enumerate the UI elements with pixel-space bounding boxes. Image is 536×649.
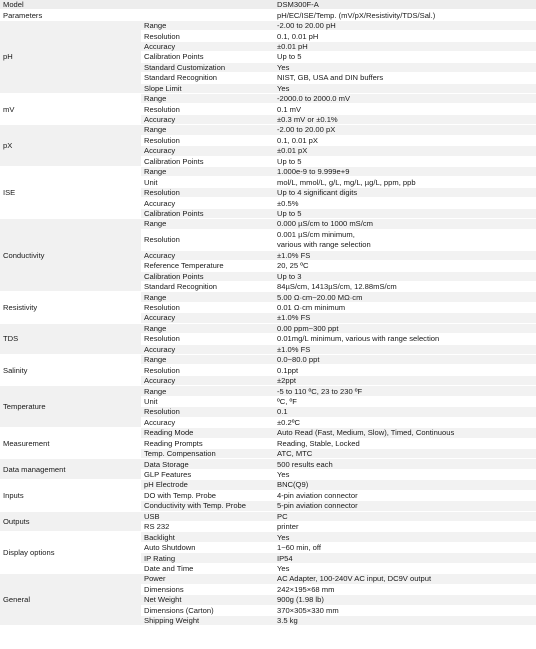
spec-value: -2.00 to 20.00 pX (274, 125, 536, 135)
spec-label: Range (141, 219, 274, 229)
spec-value: ±1.0% FS (274, 344, 536, 354)
spec-value: Yes (274, 83, 536, 93)
spec-label: Resolution (141, 229, 274, 250)
spec-row (0, 292, 536, 302)
spec-value: 0.0~80.0 ppt (274, 355, 536, 365)
spec-value (274, 229, 536, 250)
spec-value: ±0.01 pH (274, 41, 536, 51)
spec-value: 4-pin aviation connector (274, 490, 536, 500)
spec-label: Range (141, 386, 274, 396)
spec-value: 0.01 Ω·cm minimum (274, 302, 536, 312)
spec-value: Up to 5 (274, 156, 536, 166)
spec-label: RS 232 (141, 522, 274, 532)
spec-label: Accuracy (141, 146, 274, 156)
spec-value: 0.000 µS/cm to 1000 mS/cm (274, 219, 536, 229)
spec-value: IP54 (274, 553, 536, 563)
spec-label: Backlight (141, 532, 274, 542)
spec-label: Range (141, 292, 274, 302)
group-label: Outputs (0, 511, 141, 532)
spec-row (0, 386, 536, 396)
spec-value: 500 results each (274, 459, 536, 469)
spec-row (0, 167, 536, 177)
model-row (0, 0, 536, 10)
spec-label: Resolution (141, 31, 274, 41)
spec-value: Up to 5 (274, 208, 536, 218)
group-label: Measurement (0, 428, 141, 459)
spec-value: Up to 5 (274, 52, 536, 62)
spec-value: 900g (1.98 lb) (274, 595, 536, 605)
spec-label: Dimensions (Carton) (141, 605, 274, 615)
spec-value: -5 to 110 ºC, 23 to 230 ºF (274, 386, 536, 396)
spec-label: Resolution (141, 407, 274, 417)
spec-label: Reading Prompts (141, 438, 274, 448)
spec-row (0, 355, 536, 365)
spec-label: Reference Temperature (141, 261, 274, 271)
spec-value: BNC(Q9) (274, 480, 536, 490)
spec-value: printer (274, 522, 536, 532)
parameters-value: pH/EC/ISE/Temp. (mV/pX/Resistivity/TDS/Sal.) (274, 10, 536, 20)
spec-label: Dimensions (141, 584, 274, 594)
spec-value: 5.00 Ω·cm~20.00 MΩ·cm (274, 292, 536, 302)
spec-label: Accuracy (141, 417, 274, 427)
spec-value: Up to 3 (274, 271, 536, 281)
spec-row (0, 532, 536, 542)
spec-label: Accuracy (141, 41, 274, 51)
spec-label: Range (141, 167, 274, 177)
spec-label: Data Storage (141, 459, 274, 469)
spec-row (0, 20, 536, 30)
spec-value: ±2ppt (274, 375, 536, 385)
spec-value: NIST, GB, USA and DIN buffers (274, 73, 536, 83)
group-label: Conductivity (0, 219, 141, 292)
spec-value: 0.1 (274, 407, 536, 417)
group-label: TDS (0, 323, 141, 354)
spec-value: PC (274, 511, 536, 521)
spec-label: Calibration Points (141, 156, 274, 166)
spec-value: ATC, MTC (274, 448, 536, 458)
spec-label: Accuracy (141, 198, 274, 208)
group-label: Salinity (0, 355, 141, 386)
spec-label: Accuracy (141, 250, 274, 260)
spec-value: Auto Read (Fast, Medium, Slow), Timed, Continuous (274, 428, 536, 438)
spec-label: Resolution (141, 365, 274, 375)
spec-row (0, 574, 536, 584)
spec-label: GLP Features (141, 469, 274, 479)
spec-label: Calibration Points (141, 52, 274, 62)
spec-label: Resolution (141, 334, 274, 344)
spec-label: Range (141, 20, 274, 30)
group-label: pX (0, 125, 141, 167)
spec-row (0, 428, 536, 438)
group-label: Temperature (0, 386, 141, 428)
group-label: Display options (0, 532, 141, 574)
parameters-row (0, 10, 536, 20)
spec-row (0, 125, 536, 135)
spec-value: Reading, Stable, Locked (274, 438, 536, 448)
spec-label: DO with Temp. Probe (141, 490, 274, 500)
spec-label: Unit (141, 396, 274, 406)
spec-value: -2000.0 to 2000.0 mV (274, 93, 536, 103)
spec-value: 242×195×68 mm (274, 584, 536, 594)
parameters-label: Parameters (0, 10, 141, 20)
group-label: pH (0, 20, 141, 93)
spec-label: Shipping Weight (141, 615, 274, 625)
spec-value: Yes (274, 469, 536, 479)
spec-value: 1.000e-9 to 9.999e+9 (274, 167, 536, 177)
spec-value-line: 0.001 µS/cm minimum, (277, 230, 355, 240)
group-label: General (0, 574, 141, 626)
spec-label: Resolution (141, 104, 274, 114)
spec-label: Range (141, 323, 274, 333)
spec-label: Unit (141, 177, 274, 187)
spec-value: 0.01mg/L minimum, various with range selection (274, 334, 536, 344)
spec-label: Date and Time (141, 563, 274, 573)
spec-label: IP Rating (141, 553, 274, 563)
parameters-spacer (141, 10, 274, 20)
spec-value: ±0.3 mV or ±0.1% (274, 114, 536, 124)
spec-value: Up to 4 significant digits (274, 187, 536, 197)
spec-label: Conductivity with Temp. Probe (141, 501, 274, 511)
spec-value: mol/L, mmol/L, g/L, mg/L, µg/L, ppm, ppb (274, 177, 536, 187)
spec-value: 0.1 mV (274, 104, 536, 114)
spec-row (0, 511, 536, 521)
spec-label: Net Weight (141, 595, 274, 605)
model-spacer (141, 0, 274, 10)
spec-row (0, 219, 536, 229)
spec-label: Standard Recognition (141, 73, 274, 83)
spec-label: Calibration Points (141, 208, 274, 218)
spec-label: Calibration Points (141, 271, 274, 281)
spec-row (0, 459, 536, 469)
spec-value: ±0.01 pX (274, 146, 536, 156)
spec-value: 370×305×330 mm (274, 605, 536, 615)
spec-label: Resolution (141, 135, 274, 145)
spec-label: pH Electrode (141, 480, 274, 490)
model-value: DSM300F-A (274, 0, 536, 10)
spec-label: Range (141, 93, 274, 103)
spec-label: Power (141, 574, 274, 584)
group-label: Data management (0, 459, 141, 480)
group-label: Inputs (0, 480, 141, 511)
spec-value: -2.00 to 20.00 pH (274, 20, 536, 30)
spec-label: Accuracy (141, 375, 274, 385)
group-label: Resistivity (0, 292, 141, 323)
spec-value: ±1.0% FS (274, 313, 536, 323)
group-label: mV (0, 93, 141, 124)
spec-value: 0.00 ppm~300 ppt (274, 323, 536, 333)
spec-value: 3.5 kg (274, 615, 536, 625)
spec-label: USB (141, 511, 274, 521)
spec-value: 20, 25 ºC (274, 261, 536, 271)
spec-value: ±0.5% (274, 198, 536, 208)
spec-value: ºC, ºF (274, 396, 536, 406)
spec-value: 1~60 min, off (274, 542, 536, 552)
spec-value: Yes (274, 62, 536, 72)
spec-label: Standard Recognition (141, 281, 274, 291)
spec-label: Resolution (141, 187, 274, 197)
spec-value: 84µS/cm, 1413µS/cm, 12.88mS/cm (274, 281, 536, 291)
spec-label: Auto Shutdown (141, 542, 274, 552)
spec-row (0, 93, 536, 103)
spec-value: ±0.2ºC (274, 417, 536, 427)
spec-label: Resolution (141, 302, 274, 312)
group-label: ISE (0, 167, 141, 219)
spec-label: Slope Limit (141, 83, 274, 93)
spec-label: Reading Mode (141, 428, 274, 438)
spec-value: 5-pin aviation connector (274, 501, 536, 511)
spec-label: Accuracy (141, 344, 274, 354)
spec-row (0, 323, 536, 333)
spec-label: Range (141, 125, 274, 135)
spec-label: Standard Customization (141, 62, 274, 72)
spec-label: Accuracy (141, 313, 274, 323)
spec-value-line: various with range selection (277, 239, 371, 249)
spec-value: 0.1, 0.01 pX (274, 135, 536, 145)
spec-value: 0.1, 0.01 pH (274, 31, 536, 41)
model-label: Model (0, 0, 141, 10)
spec-value: Yes (274, 532, 536, 542)
spec-label: Accuracy (141, 114, 274, 124)
spec-value: ±1.0% FS (274, 250, 536, 260)
spec-label: Temp. Compensation (141, 448, 274, 458)
spec-value: AC Adapter, 100-240V AC input, DC9V output (274, 574, 536, 584)
spec-value: 0.1ppt (274, 365, 536, 375)
spec-label: Range (141, 355, 274, 365)
spec-row (0, 480, 536, 490)
spec-value: Yes (274, 563, 536, 573)
